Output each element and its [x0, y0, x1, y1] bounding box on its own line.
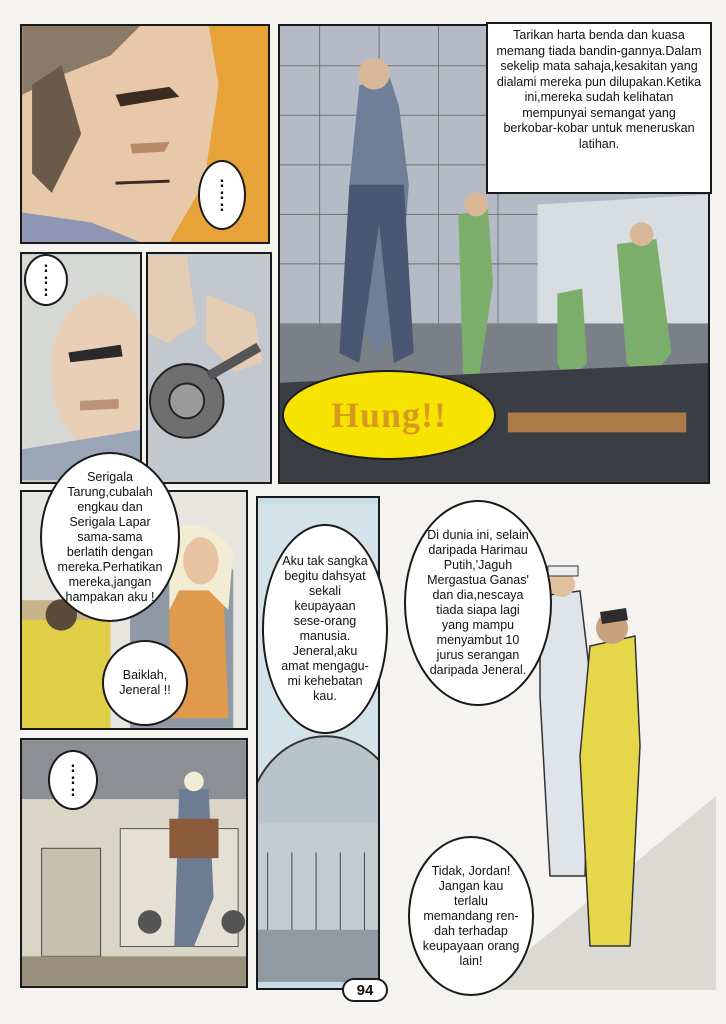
speech-bubble-baiklah [102, 640, 188, 726]
speech-bubble-aku-tak-sangka [262, 524, 388, 734]
dumbbell-art [148, 254, 270, 482]
page-number: 94 [342, 978, 388, 1002]
speech-bubble-tidak-jordan [408, 836, 534, 996]
sfx-hung: Hung!! [282, 370, 496, 460]
thought-bubble-dots-2: : : : [24, 254, 68, 306]
narration-caption: Tarikan harta benda dan kuasa memang tiada bandin-gannya.Dalam sekelip mata sahaja,kesakitan yang dialami mereka pun dilupakan.Ketika ini,mereka sudah kelihatan mempunyai semangat yang berkobar-kobar untuk meneruskan latihan. [486, 22, 712, 194]
speech-text-baiklah: Baiklah, Jeneral !! [119, 668, 171, 697]
speech-text-di-dunia-ini: Di dunia ini, selain daripada Harimau Putih,'Jaguh Mergastua Ganas' dan dia,nescaya tiada siapa lagi yang mampu menyambut 10 jurus serangan daripada Jeneral. [427, 528, 529, 677]
thought-bubble-dots-1: : : : [198, 160, 246, 230]
speech-bubble-di-dunia-ini [404, 500, 552, 706]
thought-bubble-dots-3: : : : [48, 750, 98, 810]
speech-text-aku-tak-sangka: Aku tak sangka begitu dahsyat sekali keupayaan sese-orang manusia. Jeneral,aku amat mengagu-mi kehebatan kau. [281, 554, 369, 703]
panel-dumbbell-hand [146, 252, 272, 484]
speech-text-tidak-jordan: Tidak, Jordan! Jangan kau terlalu memandang ren-dah terhadap keupayaan orang lain! [422, 863, 520, 968]
speech-bubble-serigala-order [40, 452, 180, 622]
speech-text-serigala-order: Serigala Tarung,cubalah engkau dan Serigala Lapar sama-sama berlatih dengan mereka.Perhatikan mereka,jangan hampakan aku ! [57, 469, 163, 604]
